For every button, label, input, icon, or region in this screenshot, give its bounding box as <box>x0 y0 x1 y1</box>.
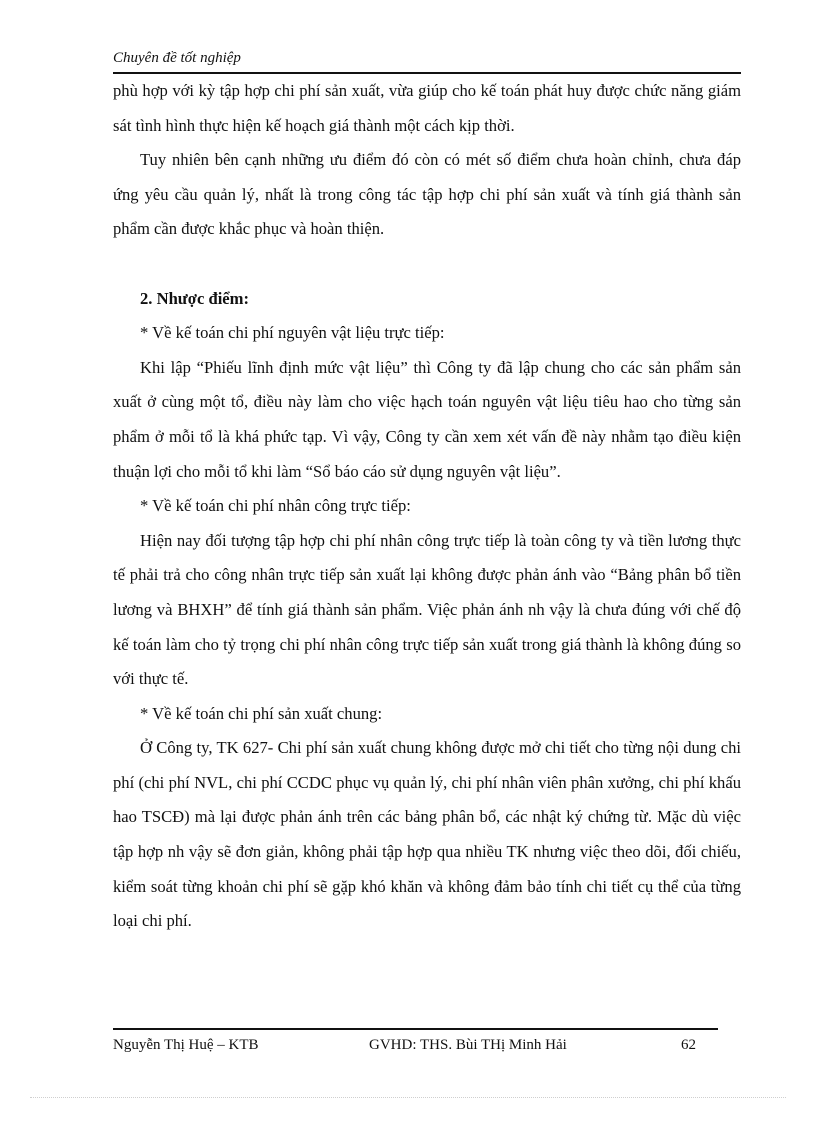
paragraph-labor: Hiện nay đối tượng tập hợp chi phí nhân công trực tiếp là toàn công ty và tiền lương thực tế phải trả cho công nhân trực tiếp sản xuất lại không được phản ánh vào “Bảng phân bổ tiền lương và BHXH” để tính giá thành sản phẩm. Việc phản ánh nh vậy là chưa đúng với chế độ kế toán làm cho tỷ trọng chi phí nhân công trực tiếp sản xuất trong giá thành là không đúng so với thực tế. <box>113 530 741 689</box>
section-heading: 2. Nhược điểm: <box>140 288 250 308</box>
footer-advisor: GVHD: THS. Bùi THị Minh Hải <box>369 1037 567 1053</box>
paragraph-overhead: Ở Công ty, TK 627- Chi phí sản xuất chung không được mở chi tiết cho từng nội dung chi phí (chi phí NVL, chi phí CCDC phục vụ quản lý, chi phí nhân viên phân xưởng, chi phí khấu hao TSCĐ) mà lại được phản ánh trên các bảng phân bổ, các nhật ký chứng từ. Mặc dù việc tập hợp nh vậy sẽ đơn giản, không phải tập hợp qua nhiều TK nhưng việc theo dõi, đối chiếu, kiểm soát từng khoản chi phí sẽ gặp khó khăn và không đảm bảo tính chi tiết cụ thể của từng loại chi phí. <box>113 738 741 931</box>
subheading-labor: * Về kế toán chi phí nhân công trực tiếp: <box>140 496 411 516</box>
document-header <box>113 48 741 74</box>
footer-rule <box>113 1028 718 1030</box>
paragraph-limitations-intro: Tuy nhiên bên cạnh những ưu điểm đó còn có mét số điểm chưa hoàn chỉnh, chưa đáp ứng yêu cầu quản lý, nhất là trong công tác tập hợp chi phí sản xuất và tính giá thành sản phẩm cần được khắc phục và hoàn thiện. <box>113 150 741 239</box>
subheading-materials: * Về kế toán chi phí nguyên vật liệu trực tiếp: <box>140 323 445 343</box>
page-number: 62 <box>681 1037 696 1053</box>
subheading-overhead: * Về kế toán chi phí sản xuất chung: <box>140 703 383 723</box>
paragraph-continuation: phù hợp với kỳ tập hợp chi phí sản xuất, vừa giúp cho kế toán phát huy được chức năng giám sát tình hình thực hiện kế hoạch giá thành một cách kịp thời. <box>113 81 741 135</box>
document-footer <box>113 1034 718 1056</box>
footer-author: Nguyễn Thị Huệ – KTB <box>113 1037 259 1053</box>
spacer <box>113 247 741 282</box>
header-title: Chuyên đề tốt nghiệp <box>113 50 241 66</box>
paragraph-materials: Khi lập “Phiếu lĩnh định mức vật liệu” thì Công ty đã lập chung cho các sản phẩm sản xuất ở cùng một tổ, điều này làm cho việc hạch toán nguyên vật liệu tiêu hao cho từng sản phẩm ở mỗi tổ là khá phức tạp. Vì vậy, Công ty cần xem xét vấn đề này nhằm tạo điều kiện thuận lợi cho mỗi tổ khi làm “Sổ báo cáo sử dụng nguyên vật liệu”. <box>113 357 741 481</box>
document-body <box>113 74 741 939</box>
page-edge-divider <box>30 1097 786 1098</box>
